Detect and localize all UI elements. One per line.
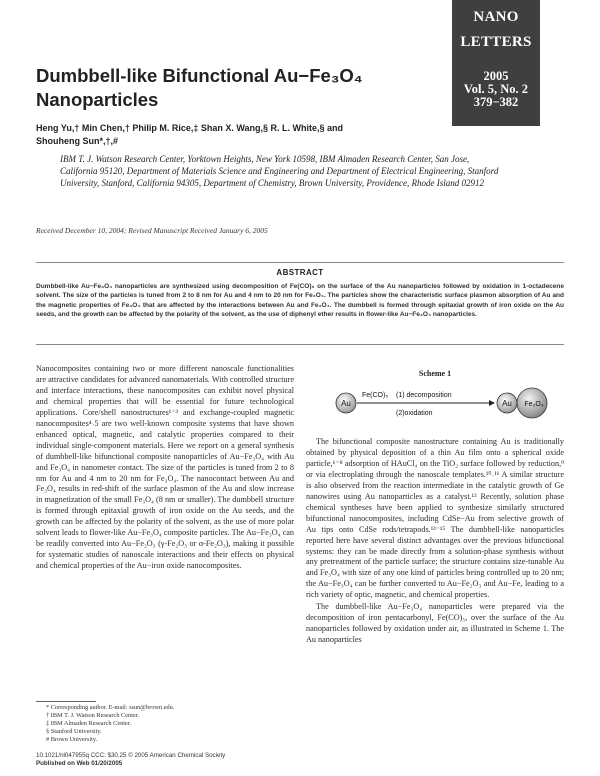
scheme-step1: (1) decomposition bbox=[396, 392, 452, 399]
footnote: # Brown University. bbox=[46, 736, 98, 743]
journal-name-line1: NANO bbox=[473, 9, 519, 25]
author-list bbox=[36, 122, 456, 148]
scheme-title: Scheme 1 bbox=[418, 369, 452, 378]
abstract-heading: ABSTRACT bbox=[276, 268, 324, 277]
footnote: * Corresponding author. E-mail: ssun@brown.edu. bbox=[46, 704, 175, 711]
scheme-arrowhead bbox=[489, 400, 495, 406]
footnote: § Stanford University. bbox=[46, 728, 102, 735]
paper-title bbox=[36, 64, 446, 112]
published-date: Published on Web 01/20/2005 bbox=[36, 760, 123, 767]
body-paragraph: The bifunctional composite nanostructure containing Au is traditionally obtained by physical deposition of a thin Au film onto a spherical oxide particle,⁶⁻⁸ adsorption of HAuCl₄ on the TiO₂ surface followed by reduction,⁹ or via electroplating through the nanoscale templates.¹⁰˒¹¹ A similar structure is also observed from the reaction intermediate in the catalytic growth of Ge nanowires using Au nanoparticles as a catalyst.¹² Recently, solution phase chemical syntheses have been applied to synthesize similarly structured bifunctional nanocomposites, including CdSe−Au from selective growth of Au tips onto CdSe rods/tetrapods.¹³⁻¹⁵ The dumbbell-like nanoparticles reported here have several distinct advantages over the previous bifunctional systems: they can be made directly from a solution-phase synthesis without any pretreatment of the particle surface; the structure contains size-tunable Au and Fe₃O₄ with size of any one kind of particles being controlled up to 20 nm; the Au−Fe₃O₄ can be further converted to Au−Fe₂O₃ and Au−Fe, leading to a rich variety of optic, magnetic, and chemical properties. bbox=[306, 437, 564, 600]
author-line1: Heng Yu,† Min Chen,† Philip M. Rice,‡ Shan X. Wang,§ R. L. White,§ and bbox=[36, 123, 344, 133]
paper-title-line1: Dumbbell-like Bifunctional Au−Fe₃O₄ bbox=[36, 65, 363, 86]
journal-pages: 379−382 bbox=[473, 95, 519, 109]
doi-line: 10.1021/nl047955q CCC: $30.25 © 2005 American Chemical Society bbox=[36, 752, 226, 759]
paper-title-line2: Nanoparticles bbox=[36, 89, 159, 110]
body-paragraph: Nanocomposites containing two or more different nanoscale functionalities are attractive candidates for advanced nanomaterials. With controlled structure and interface interactions, these nanocomposites can exhibit novel physical and chemical properties that will be essential for future technological applications. Core/shell nanostructures¹⁻³ and exchange-coupled magnetic nanocomposites⁴˒5 are two well-known composite systems that have shown enhanced optical, magnetic, and catalytic properties compared to their individual single-component materials. Here we report on a general synthesis of dumbbell-like bifunctional composite nanoparticles of Au−Fe₃O₄ with Au and Fe₃O₄ in nanometer contact. The size of the particles is tuned from 2 to 8 nm for Au and 4 nm to 20 nm for Fe₃O₄. The nanocontact between Au and Fe₃O₄ results in red-shift of the surface plasmon of the Au and slow increase in magnetization of the small Fe₃O₄ (8 nm or smaller). The dumbbell structure is formed through epitaxial growth of iron oxide on the Au seeds, and the growth can be affected by the polarity of the solvent, as the use of more polar solvent leads to flower-like Au−Fe₃O₄ composite particles. The Au−Fe₃O₄ can be readily converted into Au−Fe₂O₃ (γ-Fe₂O₃ or α-Fe₂O₃), making it possible for systematic studies of nanoscale interactions and their effects on physical and chemical properties of the Au−iron oxide nanocomposites. bbox=[36, 364, 294, 571]
publication-info bbox=[36, 752, 366, 768]
footnote: ‡ IBM Almaden Research Center. bbox=[46, 720, 132, 727]
scheme-reagent: Fe(CO)₅ bbox=[362, 392, 389, 399]
scheme-start-particle bbox=[336, 393, 356, 413]
abstract-text: Dumbbell-like Au−Fe₃O₄ nanoparticles are synthesized using decomposition of Fe(CO)₅ on the surface of the Au nanoparticles followed by oxidation in 1-octadecene solvent. The size of the particles is tuned from 2 to 8 nm for Au and 4 nm to 20 nm for Fe₃O₄. The particles show the characteristic surface plasmon absorption of Au and the magnetic properties of Fe₃O₄ that are affected by the interactions between Au and Fe₃O₄. The dumbbell is formed through epitaxial growth of iron oxide on the Au seeds, and the growth can be affected by the polarity of the solvent, as the use of diphenyl ether results in flower-like Au−Fe₃O₄ nanoparticles. bbox=[36, 283, 564, 318]
footnote-rule bbox=[36, 701, 96, 702]
scheme-product-dumbbell bbox=[497, 388, 547, 418]
scheme-product-oxide-label: Fe₃O₄ bbox=[524, 401, 544, 408]
journal-volume: Vol. 5, No. 2 bbox=[463, 82, 529, 96]
abstract-top-rule bbox=[36, 262, 564, 263]
scheme-step2: (2)oxidation bbox=[396, 410, 433, 417]
footnote: † IBM T. J. Watson Research Center. bbox=[46, 712, 140, 719]
received-dates: Received December 10, 2004; Revised Manuscript Received January 6, 2005 bbox=[36, 226, 268, 235]
body-right-column bbox=[306, 437, 564, 646]
journal-name-line2: LETTERS bbox=[460, 34, 532, 50]
author-line2: Shouheng Sun*,†,# bbox=[36, 136, 119, 146]
journal-year: 2005 bbox=[483, 69, 509, 83]
scheme-diagram bbox=[306, 382, 564, 428]
scheme-start-label: Au bbox=[341, 399, 351, 408]
journal-badge bbox=[452, 0, 540, 126]
abstract-bottom-rule bbox=[36, 344, 564, 345]
body-left-column bbox=[36, 364, 294, 572]
footnotes bbox=[46, 704, 296, 744]
body-paragraph: The dumbbell-like Au−Fe₃O₄ nanoparticles were prepared via the decomposition of iron pentacarbonyl, Fe(CO)₅, over the surface of the Au nanoparticles followed by oxidation under air, as illustrated in Scheme 1. The Au nanoparticles bbox=[306, 602, 564, 645]
scheme-product-au-label: Au bbox=[502, 399, 512, 408]
affiliation: IBM T. J. Watson Research Center, Yorktown Heights, New York 10598, IBM Almaden Research Center, San Jose, California 95120, Department of Materials Science and Engineering and Department of Electrical Engineering, Stanford University, Stanford, California 94305, Department of Chemistry, Brown University, Providence, Rhode Island 02912 bbox=[60, 154, 499, 188]
